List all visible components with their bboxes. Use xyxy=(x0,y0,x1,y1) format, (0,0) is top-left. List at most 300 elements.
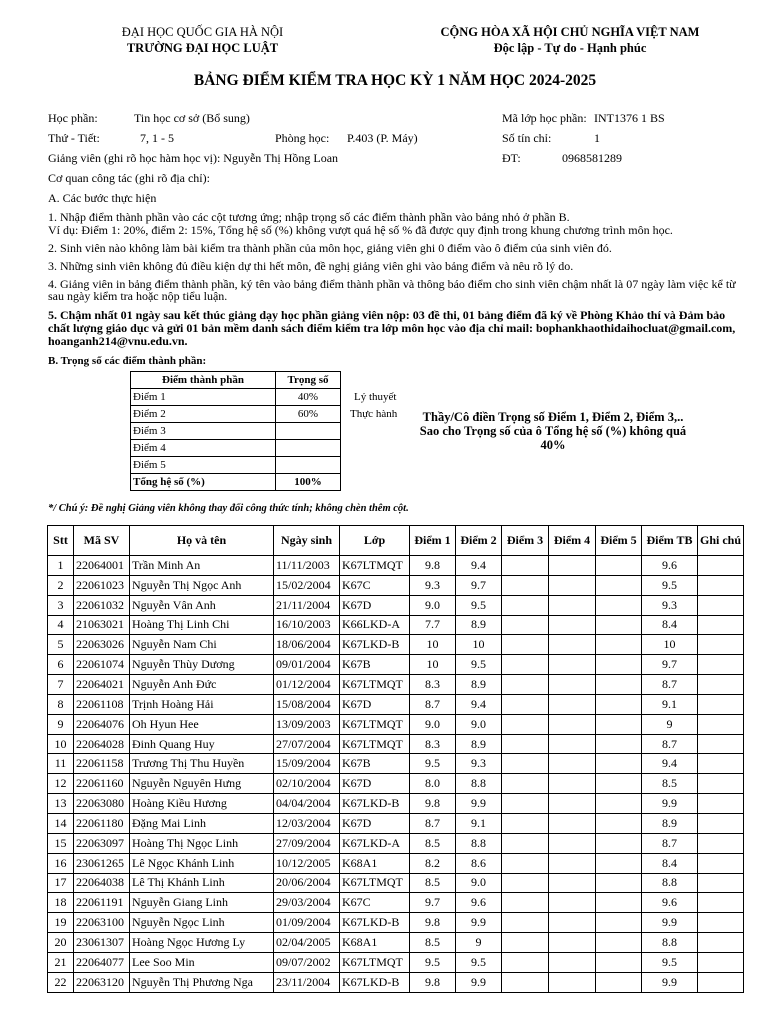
weights-component-name: Điểm 2 xyxy=(131,406,276,423)
score-1[interactable]: 9.8 xyxy=(410,913,456,933)
score-4[interactable] xyxy=(549,952,596,972)
table-row xyxy=(48,694,744,714)
col-score-2: Điểm 2 xyxy=(456,526,502,556)
average-score: 8.9 xyxy=(642,813,698,833)
col-stt: Stt xyxy=(48,526,74,556)
birth-date: 21/11/2004 xyxy=(274,595,340,615)
row-index: 11 xyxy=(48,754,74,774)
student-id: 22064021 xyxy=(74,675,130,695)
score-3[interactable] xyxy=(502,873,549,893)
table-row xyxy=(48,873,744,893)
student-id: 22064076 xyxy=(74,714,130,734)
note[interactable] xyxy=(698,575,744,595)
step-5: 5. Chậm nhất 01 ngày sau kết thúc giảng dạy học phần giảng viên nộp: 03 đề thi, 01 bảng điểm đã ký về Phòng Khảo thí và Đảm bảo chất lượng giáo dục và gửi 01 bản mềm danh sách điểm kiểm tra lớp môn học vào địa chỉ mail: bophankhaothidaihocluat@gmail.com, hoanganh214@vnu.edu.vn. xyxy=(48,308,736,348)
student-id: 22061074 xyxy=(74,655,130,675)
student-id: 22061032 xyxy=(74,595,130,615)
note[interactable] xyxy=(698,595,744,615)
score-1[interactable]: 9.8 xyxy=(410,556,456,576)
score-4[interactable] xyxy=(549,833,596,853)
score-2[interactable]: 9.0 xyxy=(456,873,502,893)
birth-date: 23/11/2004 xyxy=(274,972,340,992)
score-4[interactable] xyxy=(549,754,596,774)
score-3[interactable] xyxy=(502,893,549,913)
score-3[interactable] xyxy=(502,694,549,714)
weights-total-value: 100% xyxy=(276,474,341,491)
score-5[interactable] xyxy=(596,575,642,595)
score-4[interactable] xyxy=(549,933,596,953)
score-5[interactable] xyxy=(596,615,642,635)
score-3[interactable] xyxy=(502,595,549,615)
score-1[interactable]: 8.7 xyxy=(410,813,456,833)
student-id: 22061108 xyxy=(74,694,130,714)
student-name: Nguyễn Vân Anh xyxy=(130,595,274,615)
note[interactable] xyxy=(698,952,744,972)
score-2[interactable]: 9.5 xyxy=(456,655,502,675)
score-1[interactable]: 8.7 xyxy=(410,694,456,714)
birth-date: 09/07/2002 xyxy=(274,952,340,972)
student-name: Lê Ngọc Khánh Linh xyxy=(130,853,274,873)
score-5[interactable] xyxy=(596,833,642,853)
score-3[interactable] xyxy=(502,813,549,833)
row-index: 18 xyxy=(48,893,74,913)
phone-label: ĐT: xyxy=(502,151,521,165)
score-1[interactable]: 10 xyxy=(410,635,456,655)
score-1[interactable]: 8.5 xyxy=(410,833,456,853)
score-3[interactable] xyxy=(502,734,549,754)
score-2[interactable]: 8.9 xyxy=(456,675,502,695)
weights-value-cell[interactable] xyxy=(276,457,341,474)
weights-header-row xyxy=(131,372,341,389)
course-label: Học phần: xyxy=(48,111,98,125)
national-header xyxy=(420,24,720,56)
birth-date: 01/12/2004 xyxy=(274,675,340,695)
student-name: Nguyễn Thị Ngọc Anh xyxy=(130,575,274,595)
average-score: 9.1 xyxy=(642,694,698,714)
room-label: Phòng học: xyxy=(275,131,330,145)
score-1[interactable]: 9.0 xyxy=(410,595,456,615)
score-2[interactable]: 8.8 xyxy=(456,833,502,853)
score-5[interactable] xyxy=(596,714,642,734)
weights-note: Thầy/Cô điền Trọng số Điểm 1, Điểm 2, Điểm 3,.. Sao cho Trọng số của ô Tổng hệ số (%) không quá 40% xyxy=(419,410,687,452)
student-id: 22063100 xyxy=(74,913,130,933)
footnote: */ Chú ý: Đề nghị Giảng viên không thay đổi công thức tính; không chèn thêm cột. xyxy=(48,503,409,514)
score-4[interactable] xyxy=(549,774,596,794)
score-2[interactable]: 8.9 xyxy=(456,615,502,635)
score-1[interactable]: 9.8 xyxy=(410,794,456,814)
note[interactable] xyxy=(698,635,744,655)
note[interactable] xyxy=(698,615,744,635)
average-score: 10 xyxy=(642,635,698,655)
average-score: 8.7 xyxy=(642,675,698,695)
row-index: 15 xyxy=(48,833,74,853)
class-name: K67LKD-B xyxy=(340,913,410,933)
score-1[interactable]: 9.0 xyxy=(410,714,456,734)
birth-date: 01/09/2004 xyxy=(274,913,340,933)
birth-date: 15/09/2004 xyxy=(274,754,340,774)
row-index: 6 xyxy=(48,655,74,675)
student-name: Nguyễn Ngọc Linh xyxy=(130,913,274,933)
score-3[interactable] xyxy=(502,575,549,595)
score-1[interactable]: 7.7 xyxy=(410,615,456,635)
note[interactable] xyxy=(698,714,744,734)
weights-row xyxy=(131,406,341,423)
student-id: 22061023 xyxy=(74,575,130,595)
score-5[interactable] xyxy=(596,893,642,913)
score-5[interactable] xyxy=(596,734,642,754)
step-3: 3. Những sinh viên không đủ điều kiện dự thi hết môn, đề nghị giảng viên ghi vào bảng điểm và nêu rõ lý do. xyxy=(48,259,574,273)
score-2[interactable]: 9.7 xyxy=(456,575,502,595)
table-row xyxy=(48,754,744,774)
col-notes: Ghi chú xyxy=(698,526,744,556)
student-id: 22064028 xyxy=(74,734,130,754)
phone-value: 0968581289 xyxy=(562,151,622,165)
class-name: K67LTMQT xyxy=(340,714,410,734)
score-5[interactable] xyxy=(596,556,642,576)
class-name: K67D xyxy=(340,694,410,714)
weights-col-weight: Trọng số xyxy=(276,372,341,389)
score-1[interactable]: 8.2 xyxy=(410,853,456,873)
score-3[interactable] xyxy=(502,675,549,695)
average-score: 8.5 xyxy=(642,774,698,794)
score-3[interactable] xyxy=(502,615,549,635)
student-id: 22063080 xyxy=(74,794,130,814)
average-score: 8.8 xyxy=(642,873,698,893)
score-5[interactable] xyxy=(596,694,642,714)
section-b-heading: B. Trọng số các điểm thành phần: xyxy=(48,355,207,367)
score-5[interactable] xyxy=(596,774,642,794)
birth-date: 15/08/2004 xyxy=(274,694,340,714)
average-score: 9.5 xyxy=(642,952,698,972)
weights-value-cell[interactable] xyxy=(276,440,341,457)
score-3[interactable] xyxy=(502,556,549,576)
note[interactable] xyxy=(698,556,744,576)
student-name: Nguyễn Nguyên Hưng xyxy=(130,774,274,794)
row-index: 13 xyxy=(48,794,74,814)
col-birth-date: Ngày sinh xyxy=(274,526,340,556)
note[interactable] xyxy=(698,694,744,714)
score-3[interactable] xyxy=(502,655,549,675)
student-name: Hoàng Thị Ngọc Linh xyxy=(130,833,274,853)
score-4[interactable] xyxy=(549,913,596,933)
university-name: ĐẠI HỌC QUỐC GIA HÀ NỘI xyxy=(121,25,284,39)
class-name: K66LKD-A xyxy=(340,615,410,635)
class-name: K67LKD-A xyxy=(340,833,410,853)
score-4[interactable] xyxy=(549,635,596,655)
birth-date: 18/06/2004 xyxy=(274,635,340,655)
note[interactable] xyxy=(698,734,744,754)
section-a-heading: A. Các bước thực hiện xyxy=(48,191,157,205)
room-value: P.403 (P. Máy) xyxy=(347,131,418,145)
table-row xyxy=(48,714,744,734)
score-2[interactable]: 8.6 xyxy=(456,853,502,873)
score-3[interactable] xyxy=(502,952,549,972)
score-4[interactable] xyxy=(549,873,596,893)
row-index: 17 xyxy=(48,873,74,893)
score-4[interactable] xyxy=(549,556,596,576)
row-index: 12 xyxy=(48,774,74,794)
table-row xyxy=(48,655,744,675)
score-1[interactable]: 9.7 xyxy=(410,893,456,913)
student-name: Trương Thị Thu Huyền xyxy=(130,754,274,774)
weights-component-name: Điểm 5 xyxy=(131,457,276,474)
average-score: 9.6 xyxy=(642,893,698,913)
student-id: 22061158 xyxy=(74,754,130,774)
score-1[interactable]: 8.3 xyxy=(410,734,456,754)
table-row xyxy=(48,933,744,953)
average-score: 9.3 xyxy=(642,595,698,615)
student-name: Nguyễn Nam Chi xyxy=(130,635,274,655)
col-score-1: Điểm 1 xyxy=(410,526,456,556)
note[interactable] xyxy=(698,853,744,873)
score-1[interactable]: 9.3 xyxy=(410,575,456,595)
row-index: 2 xyxy=(48,575,74,595)
student-id: 21063021 xyxy=(74,615,130,635)
schedule-value: 7, 1 - 5 xyxy=(140,131,174,145)
note[interactable] xyxy=(698,774,744,794)
student-name: Trịnh Hoàng Hải xyxy=(130,694,274,714)
score-5[interactable] xyxy=(596,913,642,933)
note[interactable] xyxy=(698,873,744,893)
score-3[interactable] xyxy=(502,774,549,794)
weights-row xyxy=(131,423,341,440)
student-name: Đinh Quang Huy xyxy=(130,734,274,754)
score-5[interactable] xyxy=(596,794,642,814)
row-index: 21 xyxy=(48,952,74,972)
score-2[interactable]: 8.8 xyxy=(456,774,502,794)
score-5[interactable] xyxy=(596,972,642,992)
weights-component-name: Điểm 1 xyxy=(131,389,276,406)
class-name: K67C xyxy=(340,575,410,595)
student-id: 23061307 xyxy=(74,933,130,953)
score-2[interactable]: 9.5 xyxy=(456,595,502,615)
average-score: 8.7 xyxy=(642,833,698,853)
score-2[interactable]: 9.3 xyxy=(456,754,502,774)
score-3[interactable] xyxy=(502,853,549,873)
score-4[interactable] xyxy=(549,595,596,615)
note[interactable] xyxy=(698,893,744,913)
student-name: Oh Hyun Hee xyxy=(130,714,274,734)
average-score: 9.5 xyxy=(642,575,698,595)
note[interactable] xyxy=(698,833,744,853)
score-1[interactable]: 8.5 xyxy=(410,933,456,953)
student-id: 22063120 xyxy=(74,972,130,992)
class-name: K67D xyxy=(340,813,410,833)
score-1[interactable]: 9.8 xyxy=(410,972,456,992)
score-3[interactable] xyxy=(502,933,549,953)
col-score-4: Điểm 4 xyxy=(549,526,596,556)
note[interactable] xyxy=(698,794,744,814)
score-2[interactable]: 9.9 xyxy=(456,913,502,933)
weights-component-name: Điểm 4 xyxy=(131,440,276,457)
class-name: K67LTMQT xyxy=(340,675,410,695)
student-id: 22063026 xyxy=(74,635,130,655)
score-2[interactable]: 8.9 xyxy=(456,734,502,754)
weights-value-cell[interactable]: 40% xyxy=(276,389,341,406)
score-5[interactable] xyxy=(596,853,642,873)
national-title: CỘNG HÒA XÃ HỘI CHỦ NGHĨA VIỆT NAM xyxy=(440,25,700,39)
score-2[interactable]: 10 xyxy=(456,635,502,655)
note[interactable] xyxy=(698,675,744,695)
score-5[interactable] xyxy=(596,933,642,953)
score-1[interactable]: 9.5 xyxy=(410,754,456,774)
credits-label: Số tín chỉ: xyxy=(502,131,552,145)
score-1[interactable]: 8.3 xyxy=(410,675,456,695)
weights-row xyxy=(131,457,341,474)
score-4[interactable] xyxy=(549,794,596,814)
score-4[interactable] xyxy=(549,972,596,992)
average-score: 9.9 xyxy=(642,794,698,814)
table-row xyxy=(48,972,744,992)
score-3[interactable] xyxy=(502,714,549,734)
score-4[interactable] xyxy=(549,813,596,833)
col-average: Điểm TB xyxy=(642,526,698,556)
table-row xyxy=(48,774,744,794)
student-name: Nguyễn Anh Đức xyxy=(130,675,274,695)
student-name: Hoàng Thị Linh Chi xyxy=(130,615,274,635)
score-2[interactable]: 9 xyxy=(456,933,502,953)
birth-date: 09/01/2004 xyxy=(274,655,340,675)
row-index: 10 xyxy=(48,734,74,754)
note[interactable] xyxy=(698,913,744,933)
table-row xyxy=(48,913,744,933)
student-name: Nguyễn Thùy Dương xyxy=(130,655,274,675)
table-row xyxy=(48,952,744,972)
table-row xyxy=(48,635,744,655)
score-5[interactable] xyxy=(596,595,642,615)
score-4[interactable] xyxy=(549,853,596,873)
average-score: 8.8 xyxy=(642,933,698,953)
score-3[interactable] xyxy=(502,635,549,655)
student-id: 22064001 xyxy=(74,556,130,576)
table-row xyxy=(48,893,744,913)
lecturer-line: Giảng viên (ghi rõ học hàm học vị): Nguyễn Thị Hồng Loan xyxy=(48,151,339,165)
score-2[interactable]: 9.4 xyxy=(456,556,502,576)
score-2[interactable]: 9.4 xyxy=(456,694,502,714)
score-3[interactable] xyxy=(502,972,549,992)
birth-date: 04/04/2004 xyxy=(274,794,340,814)
score-3[interactable] xyxy=(502,833,549,853)
weights-col-component: Điểm thành phần xyxy=(131,372,276,389)
row-index: 19 xyxy=(48,913,74,933)
student-id: 22063097 xyxy=(74,833,130,853)
row-index: 3 xyxy=(48,595,74,615)
weights-row xyxy=(131,440,341,457)
score-3[interactable] xyxy=(502,754,549,774)
birth-date: 15/02/2004 xyxy=(274,575,340,595)
score-3[interactable] xyxy=(502,794,549,814)
student-name: Lê Thị Khánh Linh xyxy=(130,873,274,893)
note[interactable] xyxy=(698,933,744,953)
row-index: 1 xyxy=(48,556,74,576)
score-2[interactable]: 9.0 xyxy=(456,714,502,734)
student-name: Hoàng Ngọc Hương Ly xyxy=(130,933,274,953)
note[interactable] xyxy=(698,754,744,774)
step-2: 2. Sinh viên nào không làm bài kiểm tra thành phần của môn học, giảng viên ghi 0 điểm vào ô điểm của sinh viên đó. xyxy=(48,241,612,255)
score-2[interactable]: 9.6 xyxy=(456,893,502,913)
table-row xyxy=(48,675,744,695)
average-score: 8.7 xyxy=(642,734,698,754)
score-4[interactable] xyxy=(549,655,596,675)
birth-date: 20/06/2004 xyxy=(274,873,340,893)
step-1-example: Ví dụ: Điểm 1: 20%, điểm 2: 15%, Tổng hệ số (%) không vượt quá hệ số % đã được quy định trong khung chương trình môn học. xyxy=(48,223,673,237)
average-score: 9.4 xyxy=(642,754,698,774)
score-5[interactable] xyxy=(596,952,642,972)
student-name: Nguyễn Thị Phương Nga xyxy=(130,972,274,992)
score-1[interactable]: 8.0 xyxy=(410,774,456,794)
score-4[interactable] xyxy=(549,734,596,754)
score-3[interactable] xyxy=(502,913,549,933)
average-score: 9 xyxy=(642,714,698,734)
table-row xyxy=(48,833,744,853)
student-name: Lee Soo Min xyxy=(130,952,274,972)
score-5[interactable] xyxy=(596,675,642,695)
score-4[interactable] xyxy=(549,615,596,635)
class-code-value: INT1376 1 BS xyxy=(594,111,665,125)
table-row xyxy=(48,794,744,814)
national-motto: Độc lập - Tự do - Hạnh phúc xyxy=(493,41,647,55)
score-1[interactable]: 9.5 xyxy=(410,952,456,972)
weights-value-cell[interactable] xyxy=(276,423,341,440)
student-name: Trần Minh An xyxy=(130,556,274,576)
score-1[interactable]: 8.5 xyxy=(410,873,456,893)
score-2[interactable]: 9.9 xyxy=(456,972,502,992)
note[interactable] xyxy=(698,972,744,992)
col-score-3: Điểm 3 xyxy=(502,526,549,556)
row-index: 4 xyxy=(48,615,74,635)
score-5[interactable] xyxy=(596,873,642,893)
score-5[interactable] xyxy=(596,635,642,655)
class-name: K67D xyxy=(340,774,410,794)
score-1[interactable]: 10 xyxy=(410,655,456,675)
birth-date: 13/09/2003 xyxy=(274,714,340,734)
average-score: 9.9 xyxy=(642,972,698,992)
col-student-id: Mã SV xyxy=(74,526,130,556)
student-id: 23061265 xyxy=(74,853,130,873)
birth-date: 02/10/2004 xyxy=(274,774,340,794)
student-id: 22061160 xyxy=(74,774,130,794)
average-score: 9.7 xyxy=(642,655,698,675)
student-id: 22064038 xyxy=(74,873,130,893)
class-name: K67LTMQT xyxy=(340,556,410,576)
score-4[interactable] xyxy=(549,714,596,734)
weights-total-row xyxy=(131,474,341,491)
score-5[interactable] xyxy=(596,813,642,833)
class-name: K67D xyxy=(340,595,410,615)
score-4[interactable] xyxy=(549,694,596,714)
score-2[interactable]: 9.1 xyxy=(456,813,502,833)
theory-label: Lý thuyết xyxy=(354,391,397,403)
note[interactable] xyxy=(698,813,744,833)
score-5[interactable] xyxy=(596,655,642,675)
score-2[interactable]: 9.9 xyxy=(456,794,502,814)
weights-table xyxy=(130,371,341,491)
score-4[interactable] xyxy=(549,575,596,595)
step-4: 4. Giảng viên in bảng điểm thành phần, ký tên vào bảng điểm thành phần và thông báo điểm cho sinh viên chậm nhất là 07 ngày làm việc kể từ sau ngày kiểm tra hoặc nộp tiểu luận. xyxy=(48,277,736,303)
weights-value-cell[interactable]: 60% xyxy=(276,406,341,423)
score-2[interactable]: 9.5 xyxy=(456,952,502,972)
class-name: K68A1 xyxy=(340,933,410,953)
table-row xyxy=(48,575,744,595)
student-id: 22061180 xyxy=(74,813,130,833)
birth-date: 12/03/2004 xyxy=(274,813,340,833)
score-4[interactable] xyxy=(549,675,596,695)
class-name: K68A1 xyxy=(340,853,410,873)
score-4[interactable] xyxy=(549,893,596,913)
score-5[interactable] xyxy=(596,754,642,774)
note[interactable] xyxy=(698,655,744,675)
grades-table xyxy=(47,525,744,993)
birth-date: 11/11/2003 xyxy=(274,556,340,576)
